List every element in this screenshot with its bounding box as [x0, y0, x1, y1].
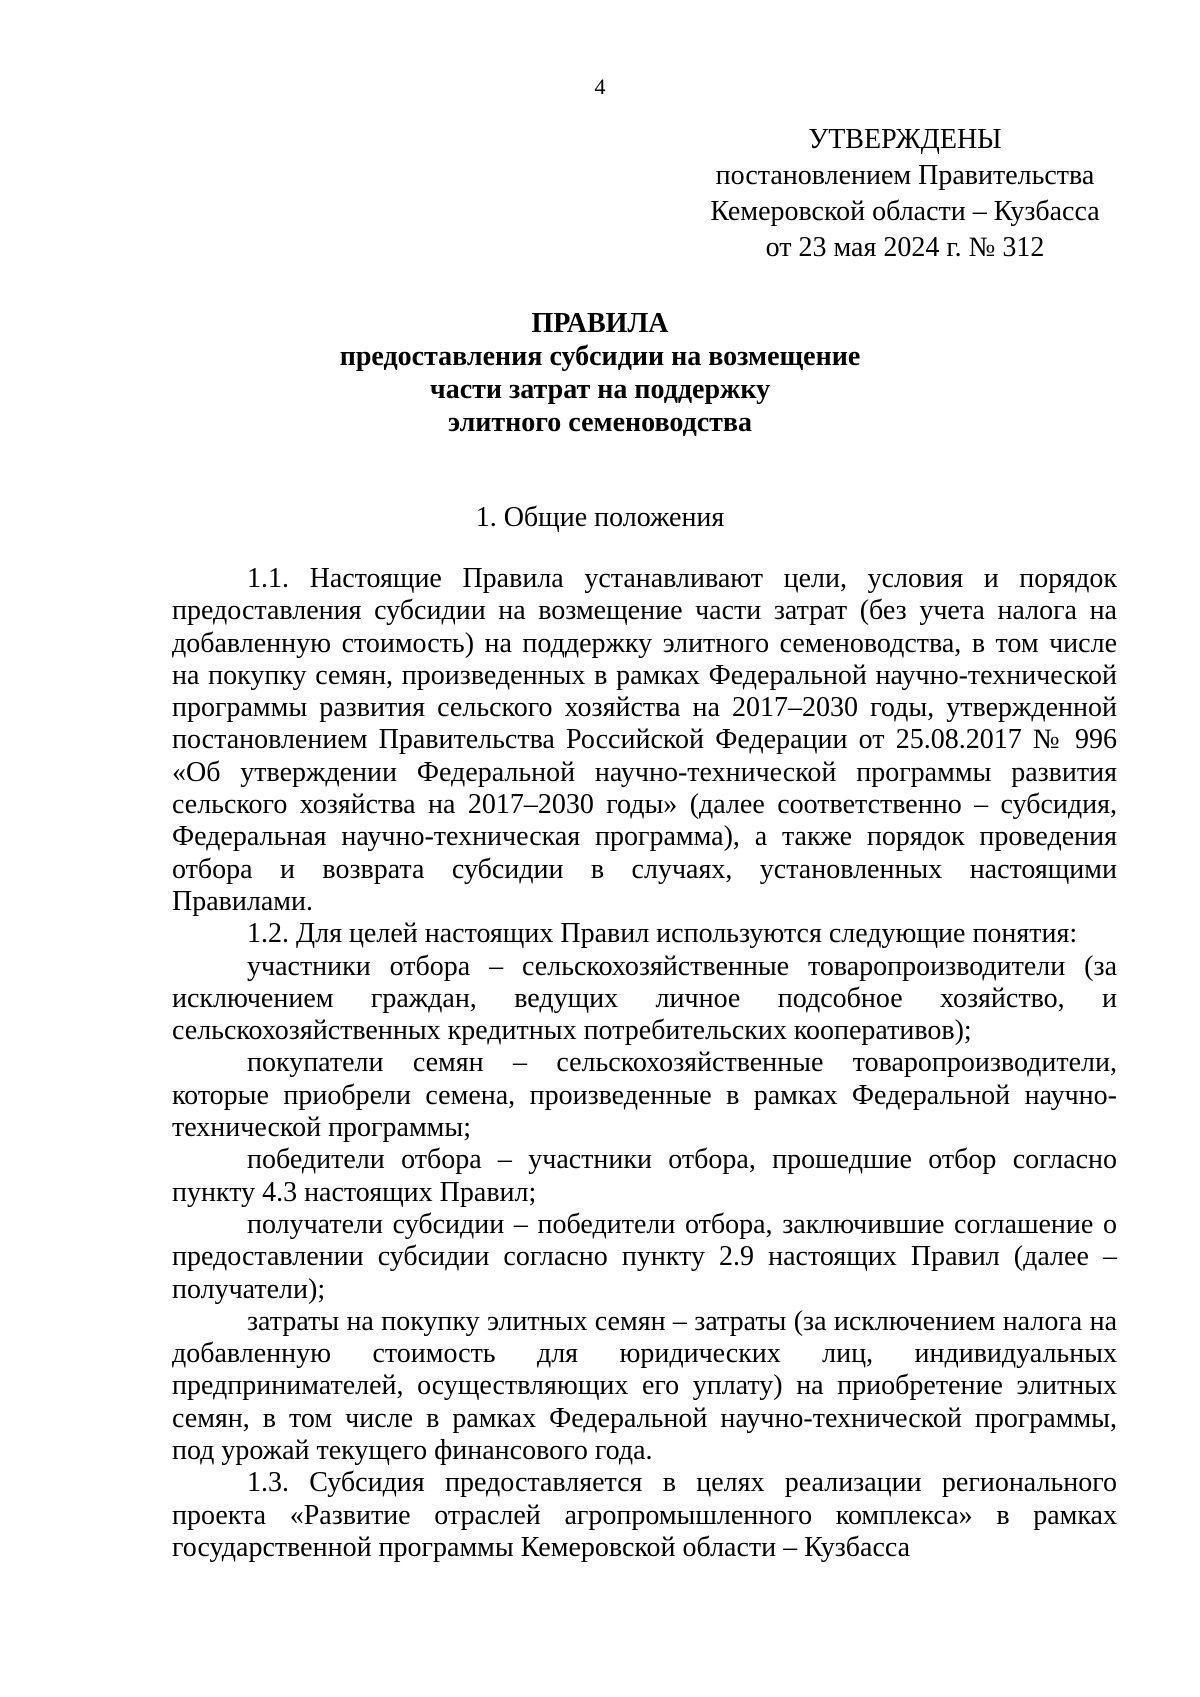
paragraph-1-1: 1.1. Настоящие Правила устанавливают цели, условия и порядок предоставления субсидии на возмещение части затрат (без учета налога на добавленную стоимость) на поддержку элитного семеноводства, в том числе на покупку семян, произведенных в рамках Федеральной научно-технической программы развития сельского хозяйства на 2017–2030 годы, утвержденной постановлением Правительства Российской Федерации от 25.08.2017 № 996 «Об утверждении Федеральной научно-технической программы развития сельского хозяйства на 2017–2030 годы» (далее соответственно – субсидия, Федеральная научно-техническая программа), а также порядок проведения отбора и возврата субсидии в случаях, установленных настоящими Правилами.: [172, 563, 1117, 917]
title-line-1: ПРАВИЛА: [531, 308, 669, 339]
approval-line-decree: постановлением Правительства: [715, 160, 1095, 191]
approval-line-approved: УТВЕРЖДЕНЫ: [808, 124, 1002, 155]
definition-selection-participants: участники отбора – сельскохозяйственные товаропроизводители (за исключением граждан, ведущих личное подсобное хозяйство, и сельскохозяйственных кредитных потребительских кооперативов);: [172, 950, 1117, 1047]
document-title: [0, 307, 1200, 439]
title-line-4: элитного семеноводства: [447, 407, 753, 438]
title-line-3: части затрат на поддержку: [429, 374, 771, 405]
approval-line-date-number: от 23 мая 2024 г. № 312: [765, 232, 1045, 263]
paragraph-1-2: 1.2. Для целей настоящих Правил используются следующие понятия:: [247, 918, 1078, 950]
page-number: 4: [594, 74, 606, 99]
approval-line-region: Кемеровской области – Кузбасса: [710, 196, 1100, 227]
definition-subsidy-recipients: получатели субсидии – победители отбора, заключившие соглашение о предоставлении субсидии согласно пункту 2.9 настоящих Правил (далее – получатели);: [172, 1208, 1117, 1305]
body-text: [172, 563, 1117, 1564]
approval-stamp: [690, 122, 1120, 266]
definition-seed-costs: затраты на покупку элитных семян – затраты (за исключением налога на добавленную стоимость для юридических лиц, индивидуальных предпринимателей, осуществляющих его уплату) на приобретение элитных семян, в том числе в рамках Федеральной научно-технической программы, под урожай текущего финансового года.: [172, 1305, 1117, 1467]
title-line-2: предоставления субсидии на возмещение: [339, 341, 861, 372]
definition-selection-winners: победители отбора – участники отбора, прошедшие отбор согласно пункту 4.3 настоящих Правил;: [172, 1144, 1117, 1208]
section-heading: 1. Общие положения: [475, 502, 725, 533]
definition-seed-buyers: покупатели семян – сельскохозяйственные товаропроизводители, которые приобрели семена, произведенные в рамках Федеральной научно-технической программы;: [172, 1047, 1117, 1144]
paragraph-1-3: 1.3. Субсидия предоставляется в целях реализации регионального проекта «Развитие отраслей агропромышленного комплекса» в рамках государственной программы Кемеровской области – Кузбасса: [172, 1467, 1117, 1563]
